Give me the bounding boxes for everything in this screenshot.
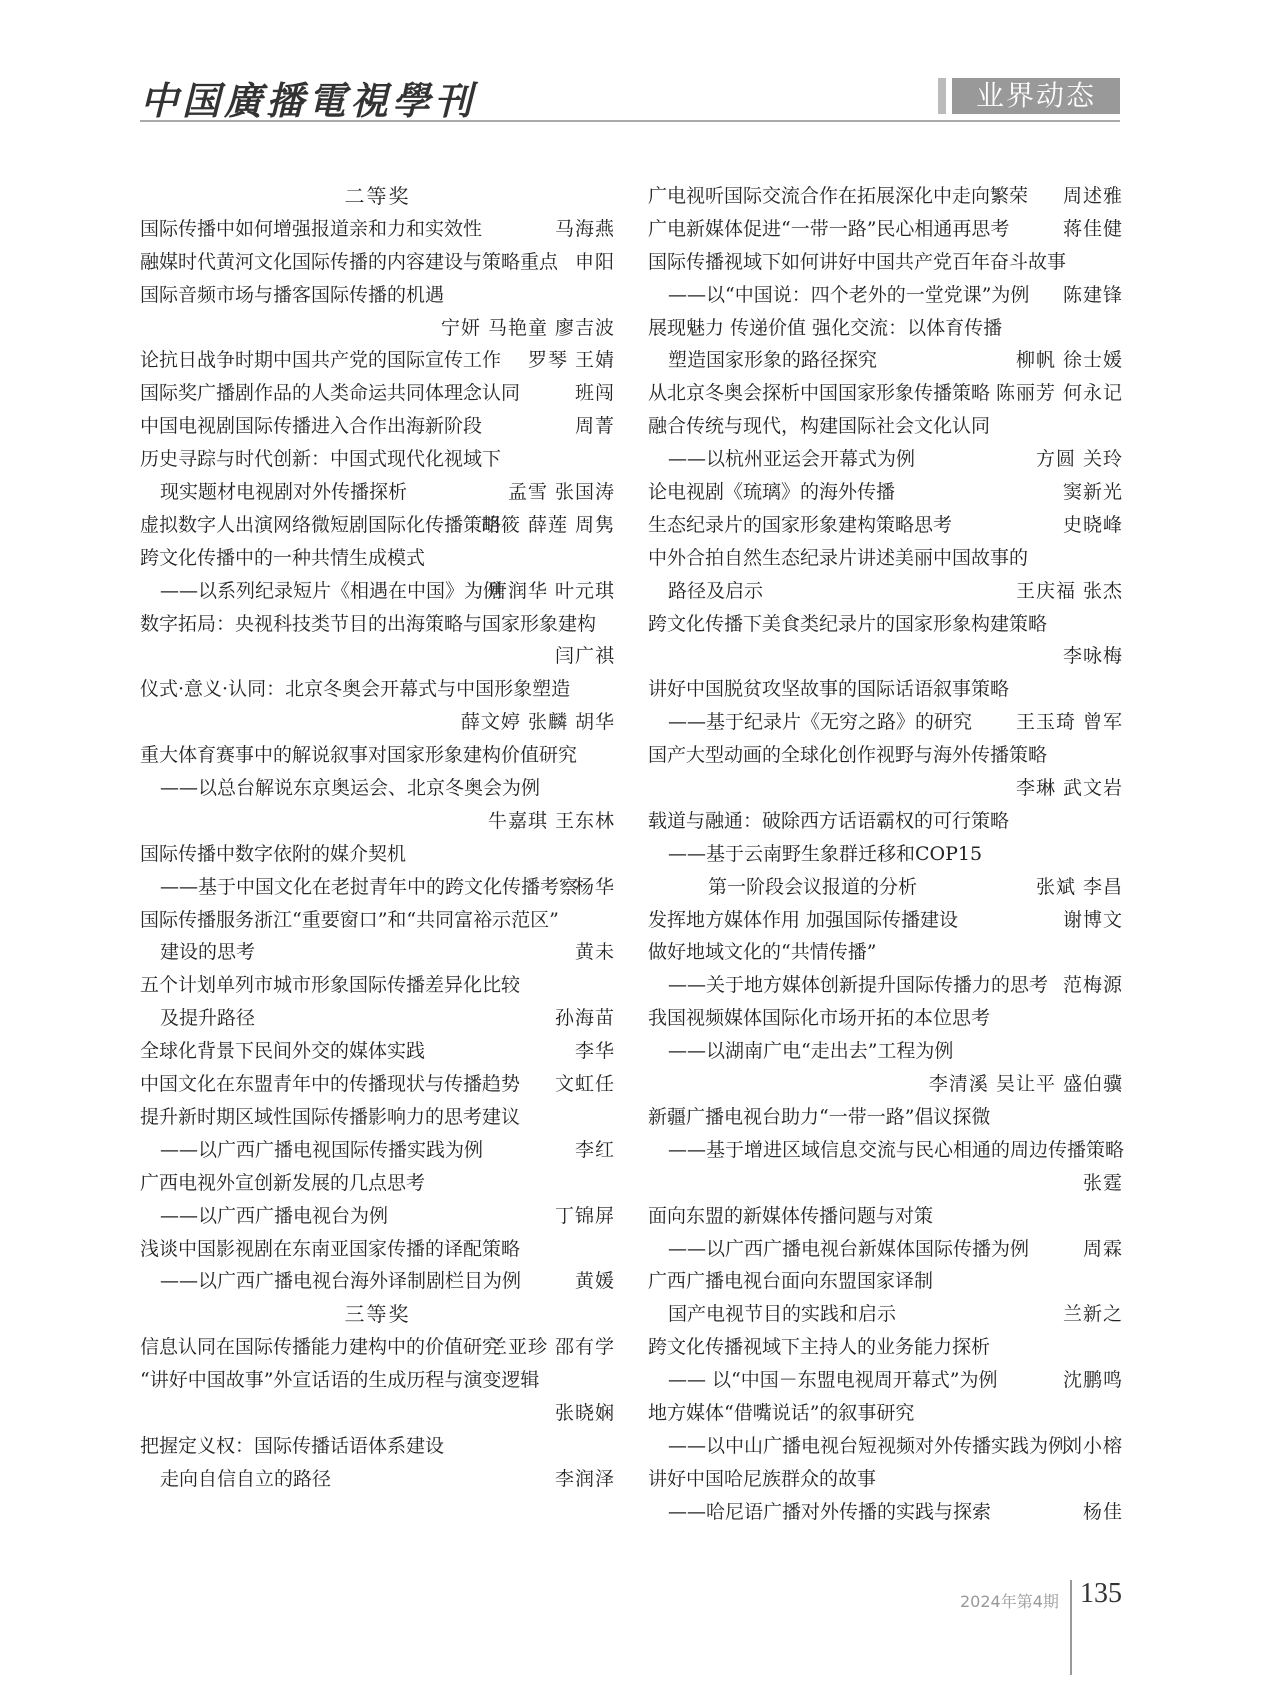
author-names: 陈建锋 <box>1062 283 1123 306</box>
author-names: 张斌 李昌 <box>1035 875 1123 898</box>
entry-line <box>648 344 1123 377</box>
entry-line <box>140 1101 615 1134</box>
entry-line <box>140 608 615 641</box>
entry-line <box>140 377 615 410</box>
author-names: 窦新光 <box>1062 481 1123 504</box>
entry-line <box>648 312 1123 345</box>
entry-line <box>648 246 1123 279</box>
author-names: 薛文婷 张麟 胡华 <box>460 711 615 734</box>
entry-line <box>140 1265 615 1298</box>
author-names: 兰新之 <box>1062 1303 1123 1326</box>
article-title: 仪式·意义·认同：北京冬奥会开幕式与中国形象塑造 <box>140 678 571 701</box>
entry-line <box>648 1002 1123 1035</box>
article-title: ——以湖南广电“走出去”工程为例 <box>668 1040 954 1063</box>
entry-line <box>648 476 1123 509</box>
article-title: ——以杭州亚运会开幕式为例 <box>668 448 916 471</box>
article-title: ——以广西广播电视国际传播实践为例 <box>160 1138 484 1161</box>
article-title: ——以广西广播电视台新媒体国际传播为例 <box>668 1237 1030 1260</box>
entry-line <box>648 805 1123 838</box>
article-title: 中国文化在东盟青年中的传播现状与传播趋势 <box>140 1073 521 1096</box>
author-names: 申阳 <box>574 250 615 273</box>
author-names: 牛嘉琪 王东林 <box>487 809 615 832</box>
author-names: 兰亚珍 邵有学 <box>487 1336 615 1359</box>
article-title: 塑造国家形象的路径探究 <box>668 349 878 372</box>
author-names: 李琳 武文岩 <box>1015 777 1123 800</box>
article-title: 信息认同在国际传播能力建构中的价值研究 <box>140 1336 502 1359</box>
entry-line <box>140 1364 615 1397</box>
author-names: 马海燕 <box>554 217 615 240</box>
award-heading: 二等奖 <box>344 184 411 208</box>
author-names: 罗琴 王婧 <box>527 349 615 372</box>
entry-line <box>648 640 1123 673</box>
article-title: ——以系列纪录短片《相遇在中国》为例 <box>160 579 503 602</box>
article-title: 载道与融通：破除西方话语霸权的可行策略 <box>648 809 1010 832</box>
entry-line <box>140 673 615 706</box>
entry-line <box>140 739 615 772</box>
author-names: 孙海苗 <box>554 1007 615 1030</box>
article-title: 广电视听国际交流合作在拓展深化中走向繁荣 <box>648 185 1029 207</box>
entry-line <box>140 1430 615 1463</box>
author-names: 李咏梅 <box>1062 645 1123 668</box>
author-names: 李华 <box>574 1040 615 1063</box>
entry-line <box>648 213 1123 246</box>
author-names: 杨佳 <box>1082 1500 1123 1523</box>
author-names: 王玉琦 曾军 <box>1015 711 1123 734</box>
article-title: 论电视剧《琉璃》的海外传播 <box>648 481 896 504</box>
article-title: 国际传播中如何增强报道亲和力和实效性 <box>140 217 483 240</box>
article-title: 浅谈中国影视剧在东南亚国家传播的译配策略 <box>140 1237 521 1260</box>
author-names: 孟雪 张国涛 <box>507 481 615 504</box>
article-title: 五个计划单列市城市形象国际传播差异化比较 <box>140 974 521 997</box>
article-title: 跨文化传播视域下主持人的业务能力探析 <box>648 1336 991 1359</box>
page-number: 135 <box>1080 1578 1122 1609</box>
article-title: 国产电视节目的实践和启示 <box>668 1303 897 1326</box>
entry-line <box>648 1167 1123 1200</box>
author-names: 方圆 关玲 <box>1035 448 1123 471</box>
article-title: 讲好中国脱贫攻坚故事的国际话语叙事策略 <box>648 678 1010 701</box>
entry-line <box>140 1463 615 1496</box>
article-title: ——基于云南野生象群迁移和COP15 <box>668 842 983 865</box>
entry-line <box>140 706 615 739</box>
entry-line <box>140 246 615 279</box>
article-title: ——基于增进区域信息交流与民心相通的周边传播策略 <box>668 1138 1125 1161</box>
right-column <box>648 180 1123 1529</box>
article-title: 历史寻踪与时代创新：中国式现代化视域下 <box>140 448 502 471</box>
entry-line <box>140 1002 615 1035</box>
author-names: 黄媛 <box>574 1270 615 1293</box>
entry-line <box>648 443 1123 476</box>
author-names: 史晓峰 <box>1062 513 1123 536</box>
author-names: 蒋佳健 <box>1062 217 1123 240</box>
entry-line <box>648 279 1123 312</box>
entry-line <box>648 1430 1123 1463</box>
entry-line <box>648 706 1123 739</box>
author-names: 王庆福 张杰 <box>1015 579 1123 602</box>
article-title: 讲好中国哈尼族群众的故事 <box>648 1467 877 1490</box>
author-names: 李清溪 吴让平 盛伯骥 <box>928 1073 1123 1096</box>
article-title: 现实题材电视剧对外传播探析 <box>160 481 408 504</box>
article-title: ——关于地方媒体创新提升国际传播力的思考 <box>668 974 1049 997</box>
entry-line <box>140 279 615 312</box>
article-title: —— 以“中国－东盟电视周开幕式”为例 <box>668 1369 998 1392</box>
article-title: ——以广西广播电视台海外译制剧栏目为例 <box>160 1270 522 1293</box>
entry-line <box>140 575 615 608</box>
article-title: 跨文化传播下美食类纪录片的国家形象构建策略 <box>648 612 1048 635</box>
entry-line <box>648 509 1123 542</box>
entry-line <box>648 1463 1123 1496</box>
article-title: ——以总台解说东京奥运会、北京冬奥会为例 <box>160 777 541 800</box>
article-title: 国际传播服务浙江“重要窗口”和“共同富裕示范区” <box>140 908 559 931</box>
entry-line <box>648 739 1123 772</box>
article-title: 广西广播电视台面向东盟国家译制 <box>648 1270 934 1293</box>
author-names: 文虹任 <box>554 1073 615 1096</box>
author-names: 丁锦屏 <box>554 1204 615 1227</box>
issue-label: 2024年第4期 <box>960 1592 1059 1611</box>
entry-line <box>648 1035 1123 1068</box>
entry-line <box>140 640 615 673</box>
author-names: 李润泽 <box>554 1467 615 1490</box>
article-title: 中外合拍自然生态纪录片讲述美丽中国故事的 <box>648 546 1029 569</box>
entry-line <box>140 344 615 377</box>
entry-line <box>648 1298 1123 1331</box>
entry-line <box>648 377 1123 410</box>
article-title: 地方媒体“借嘴说话”的叙事研究 <box>648 1401 915 1424</box>
author-names: 班闯 <box>574 382 615 405</box>
entry-line <box>648 410 1123 443</box>
entry-line <box>140 509 615 542</box>
article-title: 展现魅力 传递价值 强化交流：以体育传播 <box>648 316 1003 339</box>
award-heading: 三等奖 <box>344 1302 411 1327</box>
article-title: 广西电视外宣创新发展的几点思考 <box>140 1171 426 1194</box>
entry-line <box>140 805 615 838</box>
article-title: ——基于中国文化在老挝青年中的跨文化传播考察 <box>160 875 579 898</box>
author-names: 刘小榕 <box>1062 1434 1123 1457</box>
article-title: 全球化背景下民间外交的媒体实践 <box>140 1040 426 1063</box>
entry-line <box>648 936 1123 969</box>
header-divider <box>140 120 1120 122</box>
author-names: 周霖 <box>1082 1237 1123 1260</box>
entry-line <box>140 410 615 443</box>
entry-line <box>648 772 1123 805</box>
entry-line <box>648 1134 1123 1167</box>
author-names: 宁妍 马艳童 廖吉波 <box>440 316 615 339</box>
article-title: 第一阶段会议报道的分析 <box>708 875 918 898</box>
entry-line <box>140 871 615 904</box>
article-title: 国际传播中数字依附的媒介契机 <box>140 842 407 865</box>
author-names: 闫广祺 <box>554 645 615 668</box>
article-title: ——以中山广播电视台短视频对外传播实践为例 <box>668 1434 1068 1457</box>
left-column <box>140 180 615 1496</box>
author-names: 李红 <box>574 1138 615 1161</box>
author-names: 周述雅 <box>1062 185 1123 207</box>
article-title: 中国电视剧国际传播进入合作出海新阶段 <box>140 415 483 438</box>
author-names: 张晓娴 <box>554 1401 615 1424</box>
article-title: 把握定义权：国际传播话语体系建设 <box>140 1434 445 1457</box>
article-title: 融媒时代黄河文化国际传播的内容建设与策略重点 <box>140 250 559 273</box>
entry-line <box>648 838 1123 871</box>
article-title: 数字拓局：央视科技类节目的出海策略与国家形象建构 <box>140 612 597 635</box>
article-title: 及提升路径 <box>160 1007 256 1030</box>
article-title: ——哈尼语广播对外传播的实践与探索 <box>668 1500 992 1523</box>
entry-line <box>648 673 1123 706</box>
author-names: 谢博文 <box>1062 908 1123 931</box>
article-title: 国产大型动画的全球化创作视野与海外传播策略 <box>648 744 1048 767</box>
article-title: 路径及启示 <box>668 579 764 602</box>
article-title: 国际音频市场与播客国际传播的机遇 <box>140 283 445 306</box>
entry-line <box>648 1200 1123 1233</box>
entry-line <box>140 904 615 937</box>
article-title: 我国视频媒体国际化市场开拓的本位思考 <box>648 1007 991 1030</box>
author-names: 黄未 <box>574 941 615 964</box>
author-names: 胡筱 薛莲 周隽 <box>480 513 615 536</box>
entry-line <box>648 180 1123 213</box>
entry-line <box>648 575 1123 608</box>
article-title: 广电新媒体促进“一带一路”民心相通再思考 <box>648 217 1010 240</box>
entry-line <box>140 1233 615 1266</box>
article-title: 新疆广播电视台助力“一带一路”倡议探微 <box>648 1105 991 1128</box>
entry-line <box>140 772 615 805</box>
page-header <box>0 0 1264 130</box>
entry-line <box>648 1331 1123 1364</box>
entry-line <box>648 1068 1123 1101</box>
entry-line <box>140 1068 615 1101</box>
entry-line <box>140 312 615 345</box>
article-title: 重大体育赛事中的解说叙事对国家形象建构价值研究 <box>140 744 578 767</box>
entry-line <box>140 969 615 1002</box>
article-title: “讲好中国故事”外宣话语的生成历程与演变逻辑 <box>140 1369 540 1392</box>
entry-line <box>140 213 615 246</box>
article-title: 提升新时期区域性国际传播影响力的思考建议 <box>140 1105 521 1128</box>
author-names: 杨华 <box>574 875 615 898</box>
entry-line <box>140 1331 615 1364</box>
entry-line <box>648 1265 1123 1298</box>
entry-line <box>140 1134 615 1167</box>
article-title: 论抗日战争时期中国共产党的国际宣传工作 <box>140 349 502 372</box>
article-title: 国际奖广播剧作品的人类命运共同体理念认同 <box>140 382 521 405</box>
entry-line <box>648 969 1123 1002</box>
article-title: 建设的思考 <box>160 941 256 964</box>
entry-line <box>140 476 615 509</box>
entry-line <box>140 443 615 476</box>
entry-line <box>140 1035 615 1068</box>
entry-line <box>648 1364 1123 1397</box>
article-title: 做好地域文化的“共情传播” <box>648 941 877 964</box>
article-title: ——基于纪录片《无穷之路》的研究 <box>668 711 973 734</box>
article-title: 跨文化传播中的一种共情生成模式 <box>140 546 426 569</box>
entry-line <box>140 1167 615 1200</box>
entry-line <box>648 1496 1123 1529</box>
article-title: 融合传统与现代，构建国际社会文化认同 <box>648 415 991 438</box>
entry-line <box>140 936 615 969</box>
entry-line <box>648 904 1123 937</box>
entry-line <box>648 542 1123 575</box>
article-title: ——以广西广播电视台为例 <box>160 1204 389 1227</box>
article-title: 发挥地方媒体作用 加强国际传播建设 <box>648 908 959 931</box>
footer-divider <box>1070 1580 1072 1675</box>
article-title: 生态纪录片的国家形象建构策略思考 <box>648 513 953 536</box>
entry-line <box>648 1233 1123 1266</box>
author-names: 周菁 <box>574 415 615 438</box>
article-title: 从北京冬奥会探析中国国家形象传播策略 <box>648 382 991 405</box>
section-tag: 业界动态 <box>952 78 1120 114</box>
entry-line <box>140 838 615 871</box>
author-names: 柳帆 徐士媛 <box>1015 349 1123 372</box>
author-names: 唐润华 叶元琪 <box>487 579 615 602</box>
author-names: 范梅源 <box>1062 974 1123 997</box>
entry-line <box>140 1200 615 1233</box>
journal-title: 中国廣播電視學刊 <box>140 78 477 123</box>
entry-line <box>648 1397 1123 1430</box>
article-title: 国际传播视域下如何讲好中国共产党百年奋斗故事 <box>648 250 1067 273</box>
article-title: ——以“中国说：四个老外的一堂党课”为例 <box>668 283 1030 306</box>
author-names: 张霆 <box>1082 1171 1123 1194</box>
article-title: 走向自信自立的路径 <box>160 1467 332 1490</box>
entry-line <box>140 542 615 575</box>
entry-line <box>140 1397 615 1430</box>
entry-line <box>648 871 1123 904</box>
author-names: 沈鹏鸣 <box>1062 1369 1123 1392</box>
article-title: 虚拟数字人出演网络微短剧国际化传播策略 <box>140 513 502 536</box>
author-names: 陈丽芳 何永记 <box>995 382 1123 405</box>
article-title: 面向东盟的新媒体传播问题与对策 <box>648 1204 934 1227</box>
entry-line <box>648 608 1123 641</box>
entry-line <box>648 1101 1123 1134</box>
